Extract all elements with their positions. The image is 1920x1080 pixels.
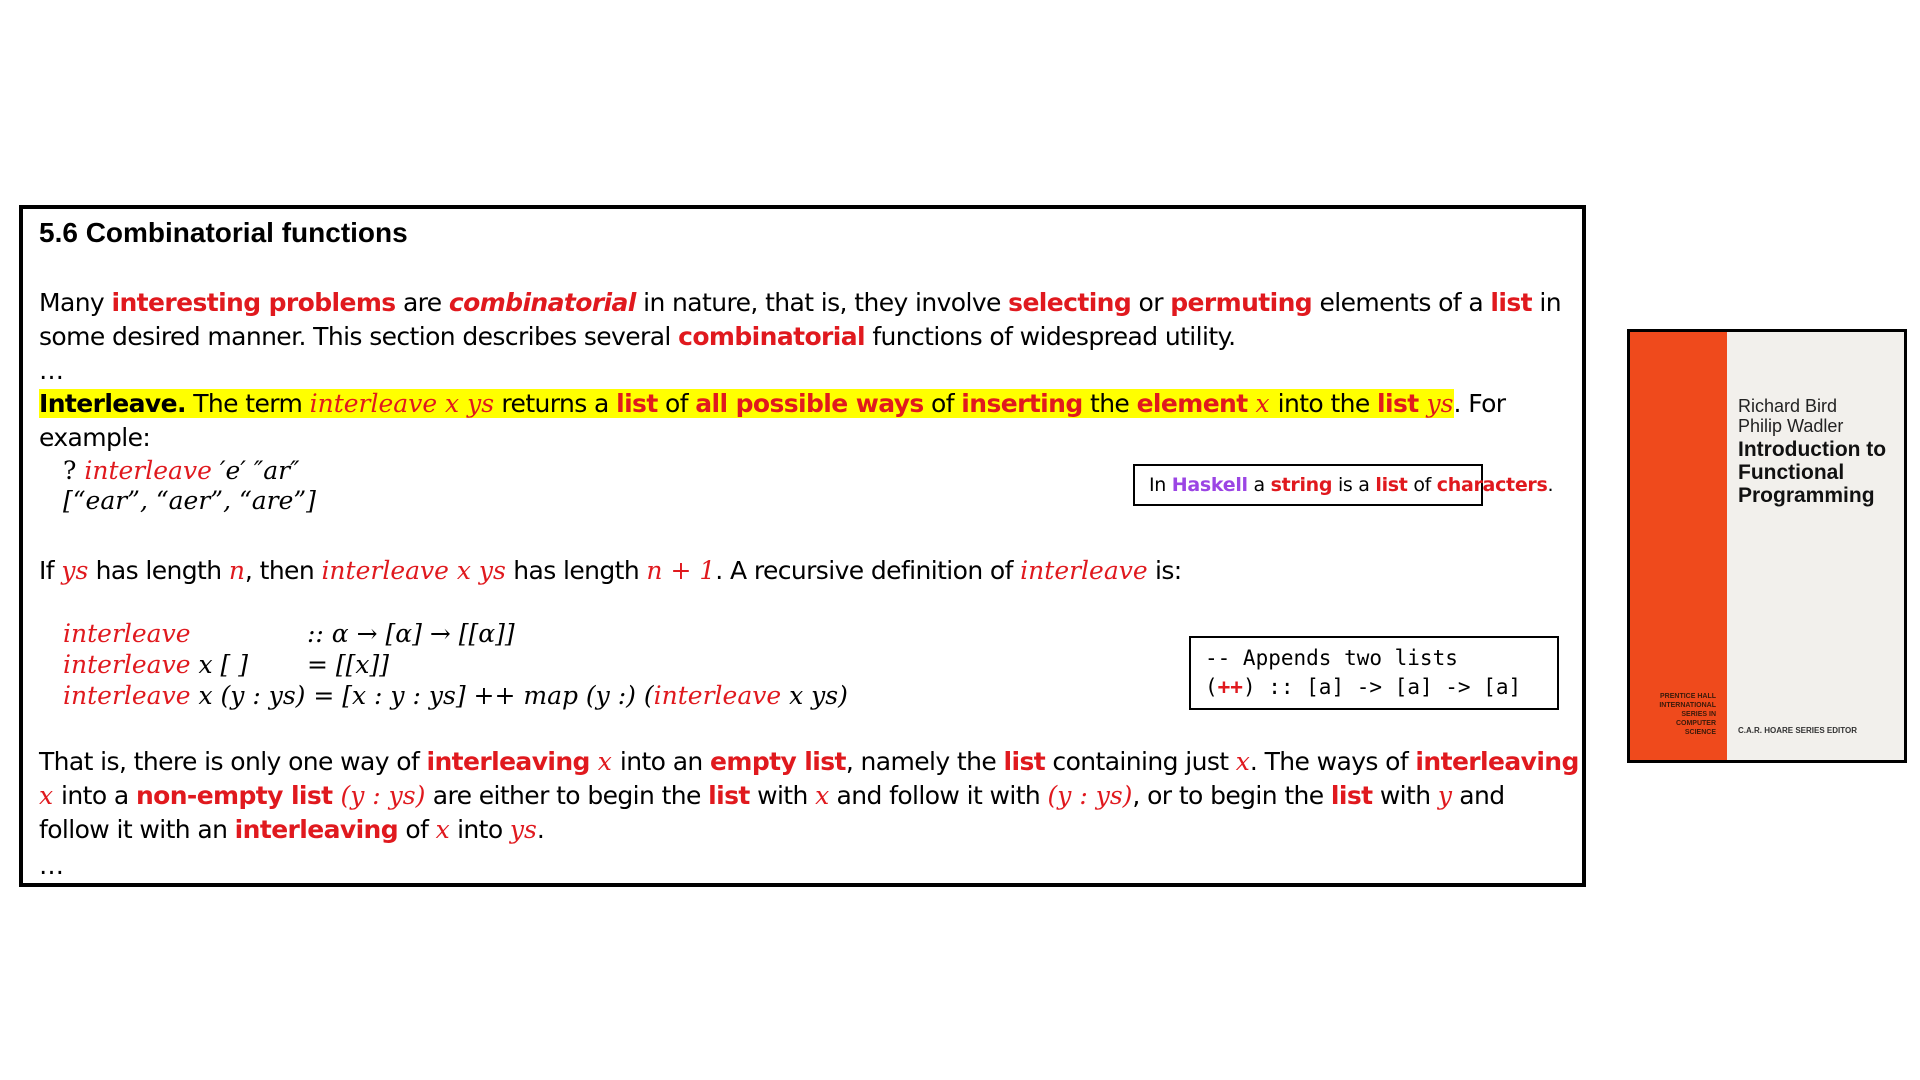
example-output-line: [“ear”, “aer”, “are”]: [63, 486, 316, 515]
book-cover-image: [1627, 329, 1907, 763]
highlighted-sentence: Interleave. The term interleave x ys returns a list of all possible ways of inserting the element x into the list ys: [39, 389, 1454, 418]
length-paragraph: If ys has length n, then interleave x ys has length n + 1. A recursive definition of interleave is:: [39, 556, 1182, 585]
closing-paragraph: That is, there is only one way of interleaving x into an empty list, namely the list containing just x. The ways of interleaving x into a non-empty list (y : ys) are either to begin the list with x and follow it with (y : ys), or to begin the list with y and follow it with an interleaving of x into ys.: [39, 747, 1579, 844]
example-input-line: ? interleave ′e′ ″ar″: [63, 456, 300, 485]
section-title: 5.6 Combinatorial functions: [39, 217, 408, 248]
haskell-string-note: In Haskell a string is a list of characters.: [1133, 464, 1483, 506]
append-code-box: [1189, 636, 1559, 710]
interleave-definition-text: Interleave. The term interleave x ys returns a list of all possible ways of inserting the element x into the list ys. For example:: [39, 389, 1506, 452]
ellipsis-1: …: [39, 356, 64, 385]
book-series-editor: C.A.R. HOARE SERIES EDITOR: [1738, 726, 1857, 735]
example-block: [63, 456, 316, 516]
intro-paragraph: Many interesting problems are combinatorial in nature, that is, they involve selecting or permuting elements of a list in some desired manner. This section describes several combinatorial functions of widespread utility.: [39, 288, 1561, 351]
code-type-line: (++) :: [a] -> [a] -> [a]: [1205, 675, 1522, 699]
code-comment: -- Appends two lists: [1205, 646, 1458, 670]
book-authors: Richard Bird Philip Wadler: [1738, 396, 1844, 436]
ellipsis-2: …: [39, 851, 64, 880]
book-title: Introduction to Functional Programming: [1738, 438, 1887, 507]
content-frame: 5.6 Combinatorial functions Many interesting problems are combinatorial in nature, that is, they involve selecting or permuting elements of a list in some desired manner. This section describes several combinatorial functions of widespread utility. … Interleave. The term interleave x ys returns a list of all possible ways of inserting the element x into the list ys. For example: ? interleave ′e′ ″ar″ [“ear”, “aer”, “are”] In Haskell a string is a list of characters. If ys has length n, then interleave x ys has length n + 1. A recursive definition of interleave is: interleave :: α → [α] → [[α]] interleave x [ ] = [[x]] interleave x (y : ys) = [x : y : ys] ++ map (y :) (interleave x ys) -- Appends two lists (++) :: [a] -> [a] -> [a] That is, there is only one way of interleaving x into an empty list, namely the list containing just x. The ways of interleaving x into a non-empty list (y : ys) are either to begin the list with x and follow it with (y : ys), or to begin the list with y and follow it with an interleaving of x into ys. …: [19, 205, 1586, 887]
book-series-label: PRENTICE HALL INTERNATIONAL SERIES IN COMPUTER SCIENCE: [1659, 693, 1716, 736]
